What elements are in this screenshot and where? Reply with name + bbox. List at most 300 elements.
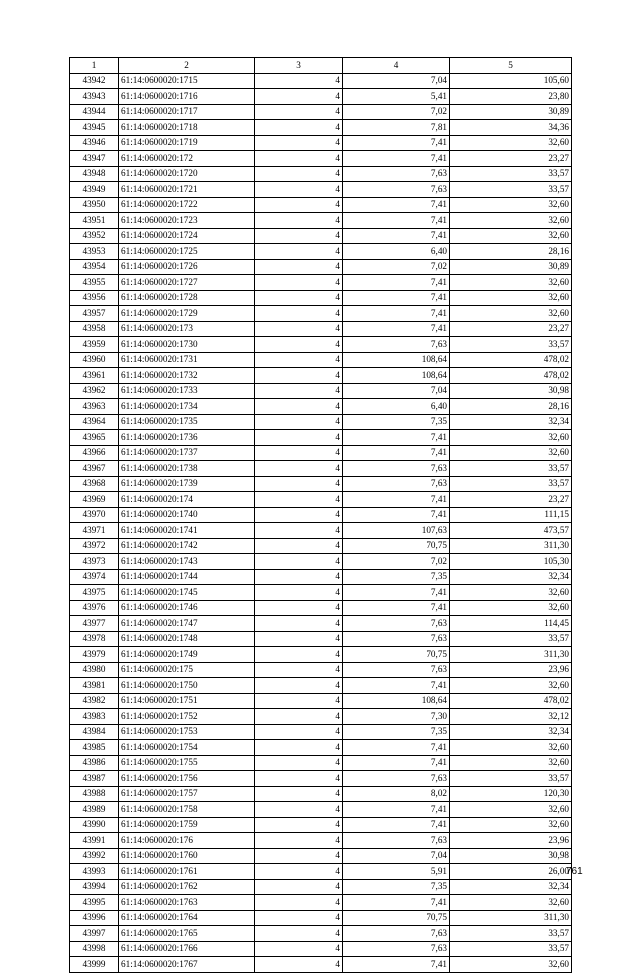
col3-cell: 4 [255,647,343,663]
col5-cell: 478,02 [450,693,572,709]
col5-cell: 32,60 [450,817,572,833]
col4-cell: 70,75 [343,538,450,554]
col5-cell: 32,60 [450,213,572,229]
col4-cell: 7,63 [343,461,450,477]
cadastral-number-cell: 61:14:0600020:1739 [119,476,255,492]
col5-cell: 32,60 [450,306,572,322]
row-number-cell: 43987 [70,771,119,787]
cadastral-number-cell: 61:14:0600020:1758 [119,802,255,818]
col5-cell: 32,60 [450,275,572,291]
col3-cell: 4 [255,848,343,864]
col3-cell: 4 [255,321,343,337]
cadastral-number-cell: 61:14:0600020:1756 [119,771,255,787]
col3-cell: 4 [255,678,343,694]
table-row [70,151,572,167]
cadastral-number-cell: 61:14:0600020:1749 [119,647,255,663]
table-row [70,120,572,136]
row-number-cell: 43981 [70,678,119,694]
row-number-cell: 43970 [70,507,119,523]
col3-cell: 4 [255,151,343,167]
table-row [70,616,572,632]
col5-cell: 32,60 [450,197,572,213]
column-header-1: 1 [70,58,119,74]
col4-cell: 7,81 [343,120,450,136]
col3-cell: 4 [255,89,343,105]
col5-cell: 32,34 [450,724,572,740]
cadastral-number-cell: 61:14:0600020:1743 [119,554,255,570]
col5-cell: 32,60 [450,290,572,306]
col5-cell: 30,98 [450,848,572,864]
row-number-cell: 43951 [70,213,119,229]
col4-cell: 7,41 [343,445,450,461]
table-row [70,507,572,523]
col5-cell: 33,57 [450,631,572,647]
page-number: 761 [566,866,583,877]
table-row [70,368,572,384]
col3-cell: 4 [255,120,343,136]
table-row [70,926,572,942]
row-number-cell: 43950 [70,197,119,213]
table-row [70,848,572,864]
col5-cell: 32,60 [450,678,572,694]
col3-cell: 4 [255,228,343,244]
table-row [70,135,572,151]
row-number-cell: 43980 [70,662,119,678]
col5-cell: 114,45 [450,616,572,632]
cadastral-number-cell: 61:14:0600020:1765 [119,926,255,942]
cadastral-number-cell: 61:14:0600020:1719 [119,135,255,151]
col3-cell: 4 [255,197,343,213]
row-number-cell: 43964 [70,414,119,430]
col3-cell: 4 [255,383,343,399]
row-number-cell: 43973 [70,554,119,570]
cadastral-number-cell: 61:14:0600020:1737 [119,445,255,461]
row-number-cell: 43948 [70,166,119,182]
col4-cell: 7,41 [343,507,450,523]
col3-cell: 4 [255,104,343,120]
col3-cell: 4 [255,910,343,926]
col3-cell: 4 [255,507,343,523]
table-row [70,957,572,973]
col4-cell: 7,41 [343,213,450,229]
table-row [70,709,572,725]
col3-cell: 4 [255,879,343,895]
col4-cell: 7,41 [343,755,450,771]
col3-cell: 4 [255,864,343,880]
table-row [70,554,572,570]
row-number-cell: 43982 [70,693,119,709]
table-row [70,213,572,229]
table-row [70,864,572,880]
col4-cell: 7,41 [343,600,450,616]
col5-cell: 33,57 [450,166,572,182]
cadastral-number-cell: 61:14:0600020:1736 [119,430,255,446]
col4-cell: 7,41 [343,817,450,833]
row-number-cell: 43953 [70,244,119,260]
col5-cell: 23,96 [450,833,572,849]
table-row [70,802,572,818]
col3-cell: 4 [255,352,343,368]
col5-cell: 32,60 [450,957,572,973]
col4-cell: 7,41 [343,290,450,306]
col5-cell: 32,60 [450,135,572,151]
row-number-cell: 43994 [70,879,119,895]
col5-cell: 473,57 [450,523,572,539]
col4-cell: 7,41 [343,802,450,818]
col4-cell: 108,64 [343,693,450,709]
table-row [70,166,572,182]
cadastral-number-cell: 61:14:0600020:1742 [119,538,255,554]
cadastral-number-cell: 61:14:0600020:1724 [119,228,255,244]
col4-cell: 7,02 [343,104,450,120]
col3-cell: 4 [255,600,343,616]
table-row [70,244,572,260]
col4-cell: 108,64 [343,368,450,384]
row-number-cell: 43995 [70,895,119,911]
row-number-cell: 43960 [70,352,119,368]
table-row [70,445,572,461]
table-row [70,197,572,213]
col5-cell: 30,89 [450,104,572,120]
col3-cell: 4 [255,740,343,756]
row-number-cell: 43961 [70,368,119,384]
col3-cell: 4 [255,538,343,554]
col3-cell: 4 [255,430,343,446]
table-row [70,538,572,554]
table-row [70,941,572,957]
table-row [70,693,572,709]
table-row [70,786,572,802]
row-number-cell: 43944 [70,104,119,120]
row-number-cell: 43967 [70,461,119,477]
cadastral-number-cell: 61:14:0600020:1718 [119,120,255,136]
col3-cell: 4 [255,554,343,570]
col4-cell: 5,41 [343,89,450,105]
col4-cell: 6,40 [343,399,450,415]
col4-cell: 7,41 [343,151,450,167]
row-number-cell: 43975 [70,585,119,601]
col5-cell: 26,00 [450,864,572,880]
col4-cell: 7,63 [343,926,450,942]
cadastral-number-cell: 61:14:0600020:1734 [119,399,255,415]
table-row [70,569,572,585]
col5-cell: 311,30 [450,647,572,663]
table-row [70,337,572,353]
col3-cell: 4 [255,337,343,353]
col5-cell: 33,57 [450,337,572,353]
col4-cell: 7,63 [343,337,450,353]
table-row [70,414,572,430]
col5-cell: 32,60 [450,445,572,461]
col4-cell: 7,41 [343,585,450,601]
col4-cell: 5,91 [343,864,450,880]
table-row [70,275,572,291]
cadastral-number-cell: 61:14:0600020:1750 [119,678,255,694]
cadastral-number-cell: 61:14:0600020:1745 [119,585,255,601]
cadastral-number-cell: 61:14:0600020:1728 [119,290,255,306]
col5-cell: 120,30 [450,786,572,802]
cadastral-number-cell: 61:14:0600020:1723 [119,213,255,229]
col5-cell: 311,30 [450,910,572,926]
cadastral-number-cell: 61:14:0600020:173 [119,321,255,337]
col4-cell: 7,63 [343,616,450,632]
table-header-row [70,58,572,74]
cadastral-number-cell: 61:14:0600020:172 [119,151,255,167]
col5-cell: 28,16 [450,399,572,415]
col5-cell: 32,60 [450,585,572,601]
column-header-4: 4 [343,58,450,74]
row-number-cell: 43947 [70,151,119,167]
row-number-cell: 43999 [70,957,119,973]
col5-cell: 34,36 [450,120,572,136]
table-row [70,492,572,508]
table-row [70,461,572,477]
col3-cell: 4 [255,771,343,787]
col3-cell: 4 [255,802,343,818]
table-row [70,383,572,399]
col4-cell: 8,02 [343,786,450,802]
row-number-cell: 43946 [70,135,119,151]
col4-cell: 7,02 [343,259,450,275]
col4-cell: 7,41 [343,275,450,291]
row-number-cell: 43997 [70,926,119,942]
col5-cell: 33,57 [450,941,572,957]
table-row [70,321,572,337]
col4-cell: 7,63 [343,771,450,787]
row-number-cell: 43992 [70,848,119,864]
col5-cell: 23,80 [450,89,572,105]
col4-cell: 7,63 [343,476,450,492]
cadastral-number-cell: 61:14:0600020:1715 [119,73,255,89]
col5-cell: 311,30 [450,538,572,554]
table-row [70,662,572,678]
row-number-cell: 43954 [70,259,119,275]
col5-cell: 32,60 [450,895,572,911]
row-number-cell: 43959 [70,337,119,353]
col5-cell: 30,89 [450,259,572,275]
row-number-cell: 43963 [70,399,119,415]
row-number-cell: 43972 [70,538,119,554]
col3-cell: 4 [255,275,343,291]
row-number-cell: 43976 [70,600,119,616]
col3-cell: 4 [255,833,343,849]
row-number-cell: 43984 [70,724,119,740]
col5-cell: 32,34 [450,569,572,585]
col5-cell: 32,12 [450,709,572,725]
cadastral-number-cell: 61:14:0600020:1755 [119,755,255,771]
cadastral-number-cell: 61:14:0600020:174 [119,492,255,508]
row-number-cell: 43965 [70,430,119,446]
table-row [70,910,572,926]
cadastral-number-cell: 61:14:0600020:1761 [119,864,255,880]
col3-cell: 4 [255,259,343,275]
col5-cell: 23,27 [450,321,572,337]
col5-cell: 32,60 [450,755,572,771]
col4-cell: 70,75 [343,910,450,926]
row-number-cell: 43969 [70,492,119,508]
row-number-cell: 43985 [70,740,119,756]
row-number-cell: 43945 [70,120,119,136]
cadastral-number-cell: 61:14:0600020:1767 [119,957,255,973]
col5-cell: 32,60 [450,740,572,756]
row-number-cell: 43978 [70,631,119,647]
row-number-cell: 43957 [70,306,119,322]
table-row [70,895,572,911]
col5-cell: 105,60 [450,73,572,89]
col3-cell: 4 [255,569,343,585]
col4-cell: 7,41 [343,135,450,151]
col5-cell: 33,57 [450,461,572,477]
col5-cell: 32,60 [450,430,572,446]
col4-cell: 7,41 [343,492,450,508]
table-row [70,290,572,306]
table-row [70,104,572,120]
col3-cell: 4 [255,957,343,973]
col3-cell: 4 [255,290,343,306]
row-number-cell: 43956 [70,290,119,306]
col4-cell: 7,35 [343,724,450,740]
cadastral-number-cell: 61:14:0600020:1721 [119,182,255,198]
col5-cell: 32,60 [450,228,572,244]
col3-cell: 4 [255,585,343,601]
cadastral-number-cell: 61:14:0600020:1716 [119,89,255,105]
row-number-cell: 43993 [70,864,119,880]
row-number-cell: 43991 [70,833,119,849]
col5-cell: 32,60 [450,600,572,616]
table-row [70,879,572,895]
col3-cell: 4 [255,166,343,182]
row-number-cell: 43983 [70,709,119,725]
table-row [70,523,572,539]
col3-cell: 4 [255,306,343,322]
col4-cell: 7,30 [343,709,450,725]
col3-cell: 4 [255,492,343,508]
cadastral-number-cell: 61:14:0600020:1731 [119,352,255,368]
row-number-cell: 43974 [70,569,119,585]
cadastral-number-cell: 61:14:0600020:176 [119,833,255,849]
col3-cell: 4 [255,461,343,477]
row-number-cell: 43962 [70,383,119,399]
table-row [70,182,572,198]
column-header-3: 3 [255,58,343,74]
table-row [70,833,572,849]
cadastral-number-cell: 61:14:0600020:1730 [119,337,255,353]
col4-cell: 7,04 [343,383,450,399]
row-number-cell: 43977 [70,616,119,632]
row-number-cell: 43966 [70,445,119,461]
cadastral-number-cell: 61:14:0600020:1725 [119,244,255,260]
col4-cell: 7,63 [343,833,450,849]
col3-cell: 4 [255,631,343,647]
col3-cell: 4 [255,941,343,957]
table-row [70,678,572,694]
cadastral-number-cell: 61:14:0600020:1746 [119,600,255,616]
cadastral-number-cell: 61:14:0600020:1757 [119,786,255,802]
col4-cell: 7,35 [343,879,450,895]
cadastral-number-cell: 61:14:0600020:1759 [119,817,255,833]
table-row [70,89,572,105]
table-row [70,73,572,89]
cadastral-number-cell: 61:14:0600020:1762 [119,879,255,895]
cadastral-number-cell: 61:14:0600020:1741 [119,523,255,539]
col4-cell: 7,41 [343,895,450,911]
table-row [70,771,572,787]
col4-cell: 7,41 [343,678,450,694]
col3-cell: 4 [255,414,343,430]
cadastral-number-cell: 61:14:0600020:1720 [119,166,255,182]
col3-cell: 4 [255,135,343,151]
col3-cell: 4 [255,399,343,415]
cadastral-number-cell: 61:14:0600020:1747 [119,616,255,632]
col5-cell: 33,57 [450,476,572,492]
row-number-cell: 43942 [70,73,119,89]
col4-cell: 7,02 [343,554,450,570]
cadastral-number-cell: 61:14:0600020:1754 [119,740,255,756]
col4-cell: 7,04 [343,848,450,864]
col5-cell: 23,27 [450,492,572,508]
table-row [70,755,572,771]
col4-cell: 7,41 [343,228,450,244]
col4-cell: 7,63 [343,631,450,647]
row-number-cell: 43986 [70,755,119,771]
col5-cell: 111,15 [450,507,572,523]
col4-cell: 7,63 [343,941,450,957]
col3-cell: 4 [255,817,343,833]
col4-cell: 7,41 [343,321,450,337]
col3-cell: 4 [255,368,343,384]
col3-cell: 4 [255,895,343,911]
col3-cell: 4 [255,445,343,461]
cadastral-number-cell: 61:14:0600020:1763 [119,895,255,911]
data-table [69,57,572,973]
col4-cell: 7,41 [343,740,450,756]
table-row [70,476,572,492]
col4-cell: 108,64 [343,352,450,368]
col4-cell: 6,40 [343,244,450,260]
cadastral-number-cell: 61:14:0600020:1738 [119,461,255,477]
col4-cell: 7,63 [343,662,450,678]
table-row [70,585,572,601]
col4-cell: 7,41 [343,306,450,322]
row-number-cell: 43996 [70,910,119,926]
col5-cell: 33,57 [450,771,572,787]
row-number-cell: 43971 [70,523,119,539]
cadastral-number-cell: 61:14:0600020:1751 [119,693,255,709]
col5-cell: 30,98 [450,383,572,399]
table-row [70,259,572,275]
col5-cell: 32,60 [450,802,572,818]
col4-cell: 107,63 [343,523,450,539]
col4-cell: 7,35 [343,414,450,430]
table-row [70,352,572,368]
cadastral-number-cell: 61:14:0600020:1727 [119,275,255,291]
col5-cell: 33,57 [450,926,572,942]
col3-cell: 4 [255,616,343,632]
col4-cell: 7,41 [343,957,450,973]
col3-cell: 4 [255,926,343,942]
column-header-5: 5 [450,58,572,74]
col3-cell: 4 [255,73,343,89]
table-row [70,817,572,833]
col5-cell: 23,27 [450,151,572,167]
col3-cell: 4 [255,709,343,725]
col3-cell: 4 [255,662,343,678]
column-header-2: 2 [119,58,255,74]
col5-cell: 478,02 [450,352,572,368]
table-row [70,740,572,756]
cadastral-number-cell: 61:14:0600020:1722 [119,197,255,213]
cadastral-number-cell: 61:14:0600020:1732 [119,368,255,384]
